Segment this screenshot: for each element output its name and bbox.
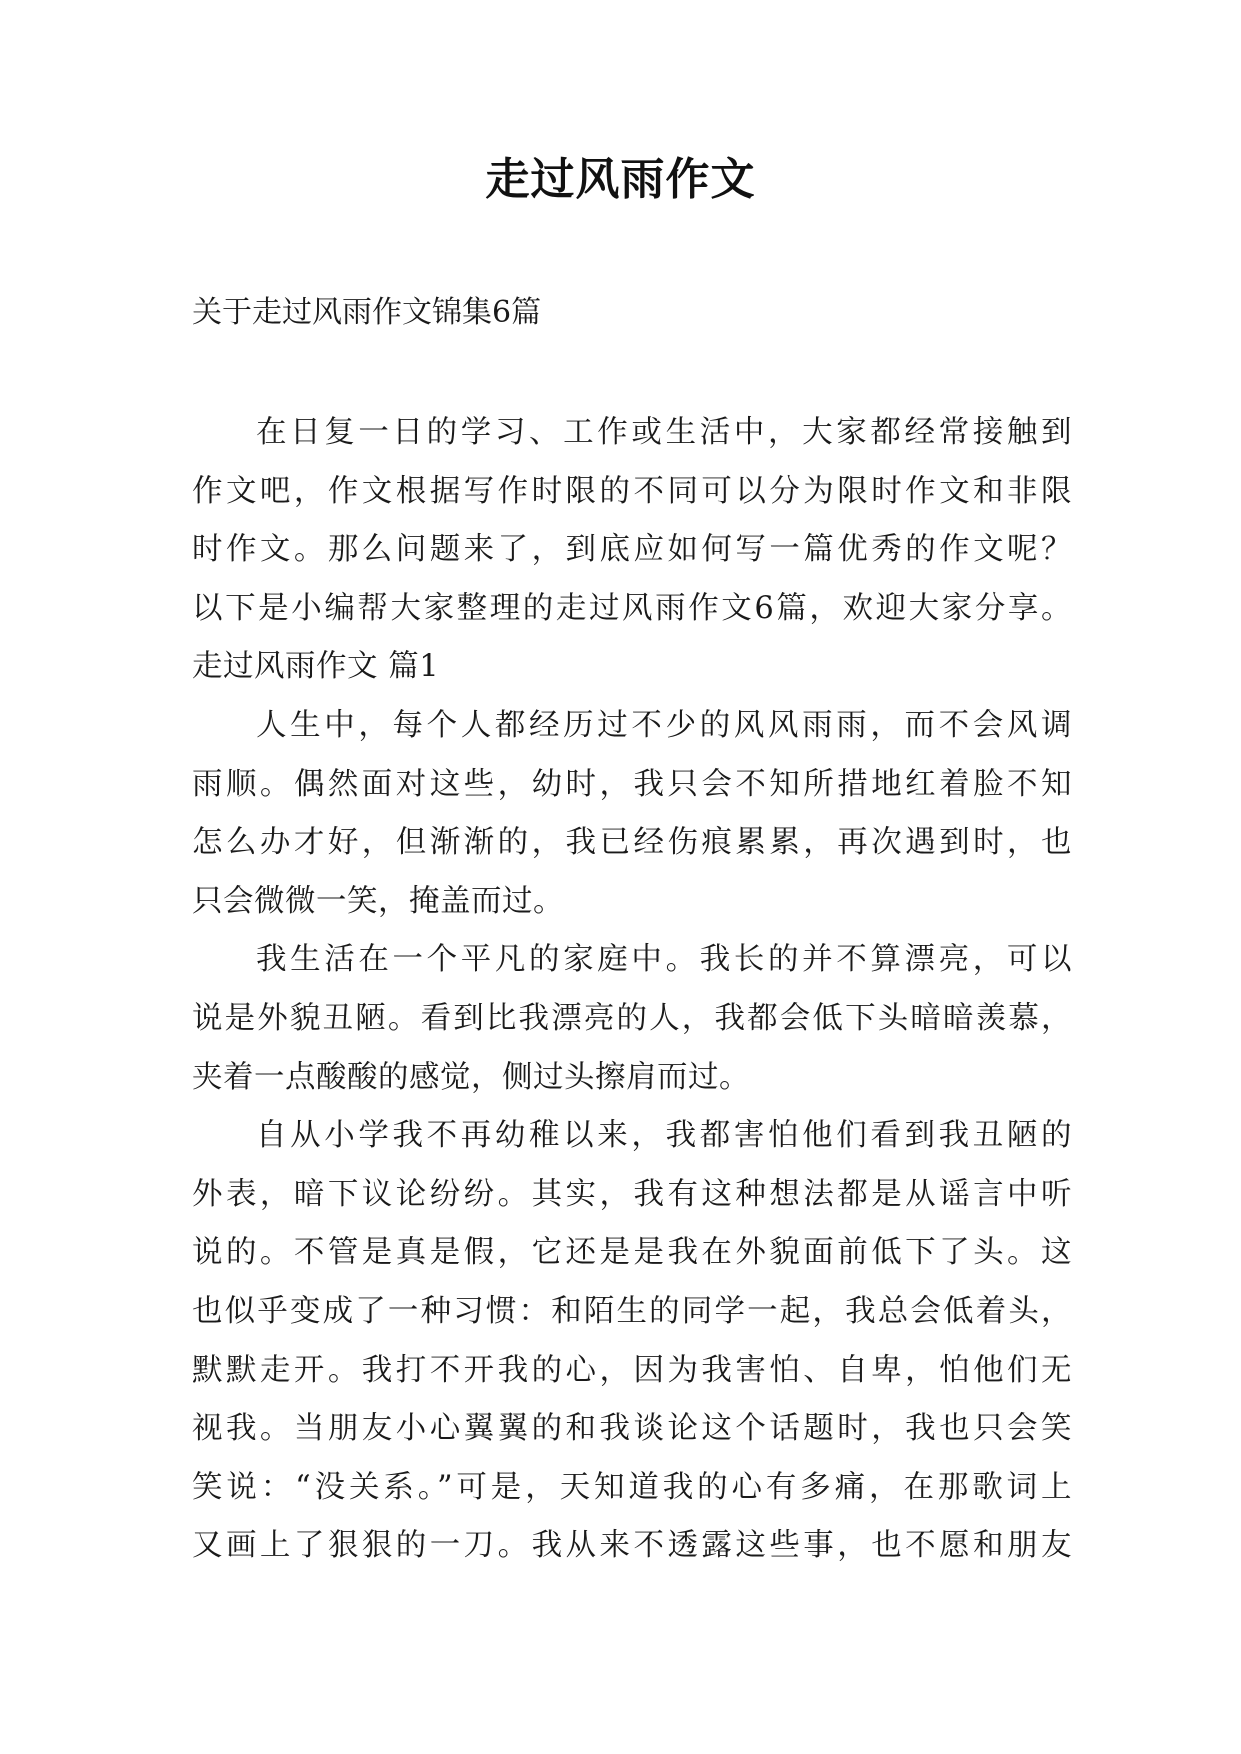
body-line: 也似乎变成了一种习惯：和陌生的同学一起，我总会低着头， — [192, 1293, 1072, 1329]
body-line: 在日复一日的学习、工作或生活中，大家都经常接触到 — [256, 415, 1072, 450]
body-line: 雨顺。偶然面对这些，幼时，我只会不知所措地红着脸不知 — [192, 766, 1072, 802]
body-line: 走过风雨作文 篇1 — [192, 649, 440, 685]
body-line: 自从小学我不再幼稚以来，我都害怕他们看到我丑陋的 — [256, 1118, 1072, 1154]
body-line: 夹着一点酸酸的感觉，侧过头擦肩而过。 — [192, 1059, 750, 1095]
body-line: 怎么办才好，但渐渐的，我已经伤痕累累，再次遇到时，也 — [192, 825, 1072, 861]
body-line: 默默走开。我打不开我的心，因为我害怕、自卑，怕他们无 — [192, 1352, 1072, 1388]
body-line: 说的。不管是真是假，它还是是我在外貌面前低下了头。这 — [192, 1235, 1072, 1271]
document-title: 走过风雨作文 — [485, 154, 756, 205]
body-line: 又画上了狠狠的一刀。我从来不透露这些事，也不愿和朋友 — [192, 1528, 1072, 1564]
body-line: 笑说：“没关系。”可是，天知道我的心有多痛，在那歌词上 — [192, 1469, 1072, 1505]
body-line: 我生活在一个平凡的家庭中。我长的并不算漂亮，可以 — [256, 942, 1072, 978]
body-line: 说是外貌丑陋。看到比我漂亮的人，我都会低下头暗暗羡慕， — [192, 1000, 1072, 1036]
body-line: 以下是小编帮大家整理的走过风雨作文6篇，欢迎大家分享。 — [192, 590, 1072, 626]
body-line: 外表，暗下议论纷纷。其实，我有这种想法都是从谣言中听 — [192, 1176, 1072, 1212]
body-line: 人生中，每个人都经历过不少的风风雨雨，而不会风调 — [256, 707, 1072, 743]
document-body — [192, 404, 1072, 1576]
body-line: 作文吧，作文根据写作时限的不同可以分为限时作文和非限 — [192, 473, 1072, 509]
body-line: 时作文。那么问题来了，到底应如何写一篇优秀的作文呢？ — [192, 532, 1072, 568]
body-line: 视我。当朋友小心翼翼的和我谈论这个话题时，我也只会笑 — [192, 1411, 1072, 1447]
body-line: 只会微微一笑，掩盖而过。 — [192, 883, 564, 919]
document-subtitle: 关于走过风雨作文锦集6篇 — [192, 295, 542, 330]
